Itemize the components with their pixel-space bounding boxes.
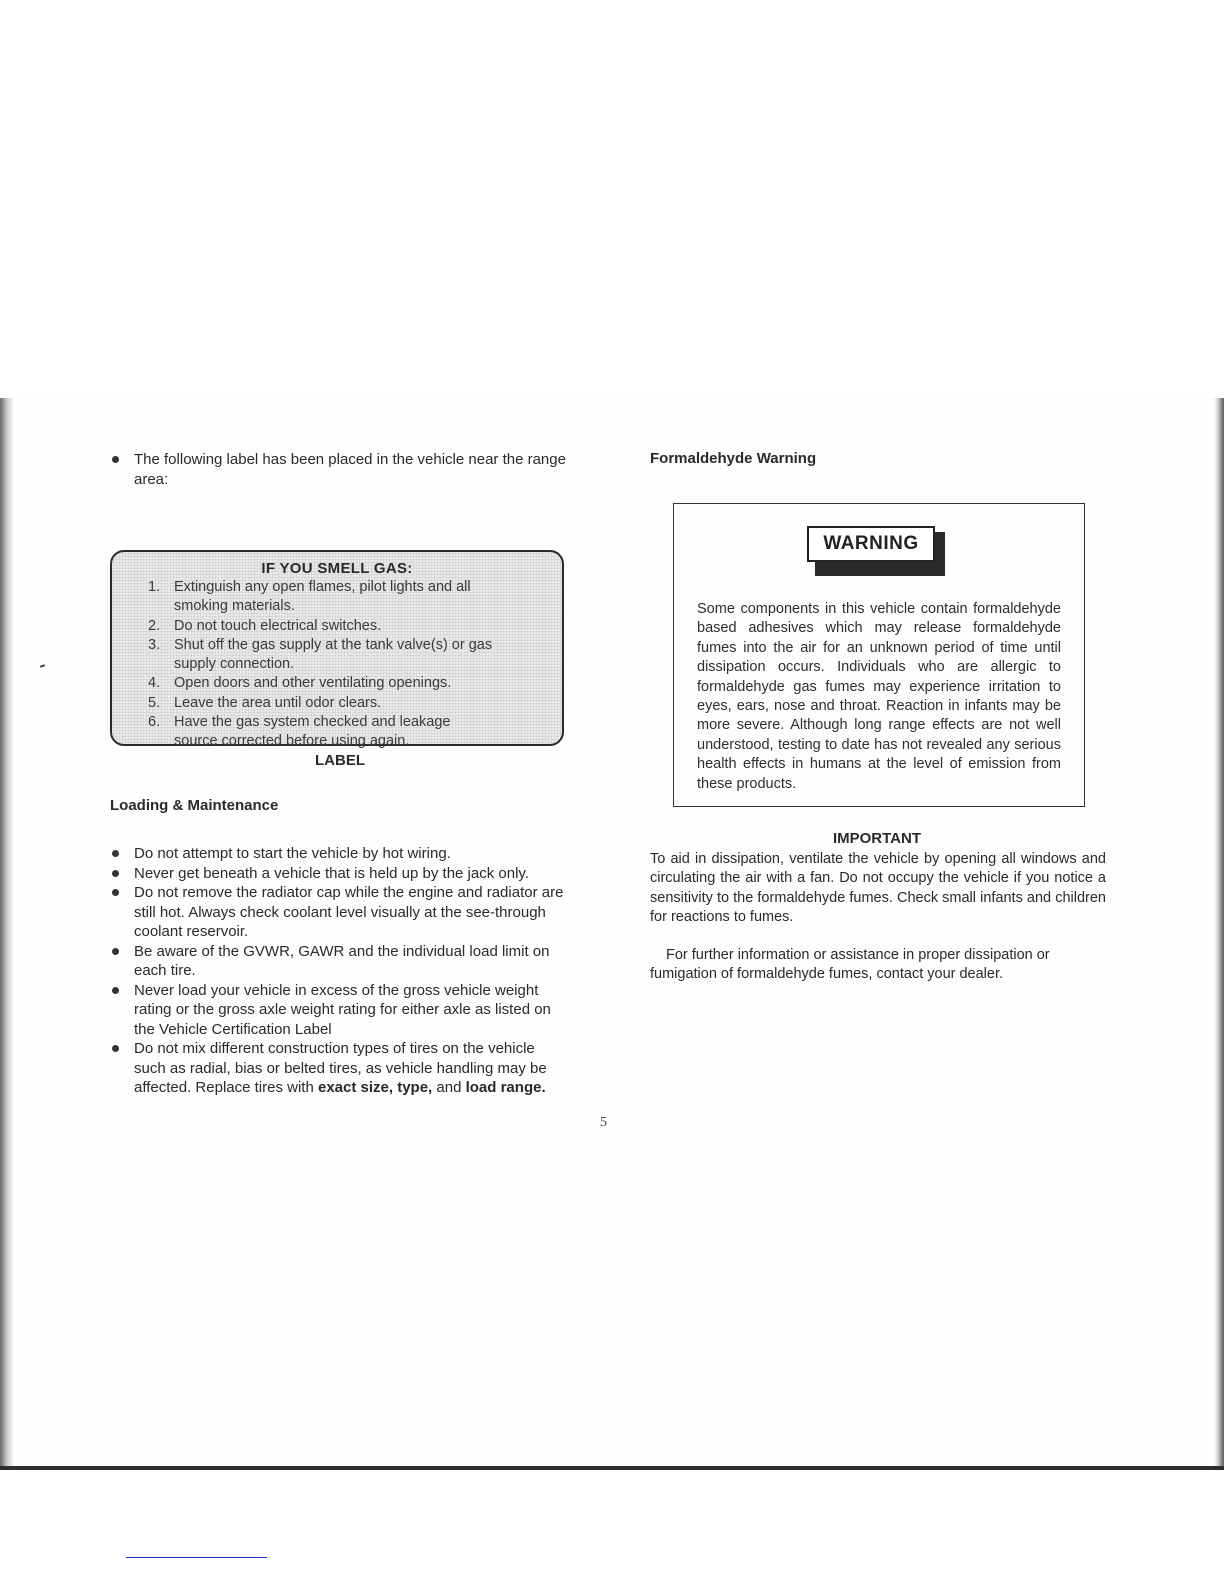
gas-instruction-item: [132, 674, 542, 693]
gas-instruction-text: Shut off the gas supply at the tank valve(s) or gas: [174, 636, 493, 653]
gas-instruction-item: [132, 713, 542, 752]
warning-text: Some components in this vehicle contain formaldehyde based adhesives which may release formaldehyde fumes into the air for an unknown period of time until dissipation occurs. Individuals who are allergic to formaldehyde gas fumes may experience irritation to eyes, ears, nose and throat. Reaction in infants may be more severe. Although long range effects are not well understood, testing to date has not revealed any serious health effects in humans at the level of emission from these products.: [697, 601, 1061, 792]
warning-badge: WARNING: [807, 526, 935, 562]
gas-label-title: IF YOU SMELL GAS:: [261, 560, 413, 577]
further-info-text: For further information or assistance in proper dissipation or fumigation of formaldehyde fumes, contact your dealer.: [650, 947, 1050, 983]
important-title: IMPORTANT: [832, 830, 922, 847]
gas-instruction-item: [132, 636, 542, 675]
important-text: To aid in dissipation, ventilate the vehicle by opening all windows and circulating the air with a fan. Do not occupy the vehicle if you notice a sensitivity to the formaldehyde fumes. Check small infants and children for reactions to fumes.: [650, 851, 1106, 926]
warning-badge-shadow: [815, 562, 945, 576]
gas-instruction-text: Extinguish any open flames, pilot lights and all: [174, 579, 471, 595]
tire-bold-1: exact size, type,: [317, 1079, 433, 1096]
right-column: [650, 450, 1110, 983]
list-item: Do not attempt to start the vehicle by hot wiring.: [110, 844, 570, 864]
left-column: [110, 448, 570, 1098]
page-bottom-edge: [0, 1466, 1224, 1470]
tire-mid: and: [432, 1079, 466, 1096]
gas-instruction-number: 5.: [148, 694, 161, 711]
list-item: [110, 1039, 570, 1098]
binding-shadow-left: [0, 398, 14, 1470]
loading-maintenance-heading: Loading & Maintenance: [110, 797, 279, 814]
gas-instructions-list: [132, 578, 542, 752]
gas-instruction-number: 6.: [148, 714, 161, 731]
gas-instruction-text: smoking materials.: [174, 598, 295, 615]
gas-instruction-number: 3.: [148, 636, 161, 653]
label-caption: LABEL: [315, 752, 365, 769]
gas-instruction-text: supply connection.: [174, 656, 295, 673]
gas-instruction-text: source corrected before using again.: [174, 733, 410, 750]
formaldehyde-heading: Formaldehyde Warning: [650, 450, 817, 467]
gas-instruction-item: [132, 578, 542, 617]
loading-maintenance-list: [110, 844, 570, 1039]
gas-instruction-number: 4.: [148, 675, 161, 692]
gas-smell-label: [110, 550, 564, 750]
gas-instruction-text: Have the gas system checked and leakage: [174, 714, 451, 731]
list-item: Do not remove the radiator cap while the engine and radiator are still hot. Always check coolant level visually at the see-through coolant reservoir.: [110, 883, 570, 942]
list-item: Be aware of the GVWR, GAWR and the individual load limit on each tire.: [110, 942, 570, 981]
footer-rule: [126, 1557, 267, 1558]
tire-bold-2: load range.: [465, 1079, 546, 1096]
gas-instruction-text: Do not touch electrical switches.: [174, 617, 382, 634]
page-number: 5: [600, 1115, 607, 1130]
list-item: Never load your vehicle in excess of the gross vehicle weight rating or the gross axle weight rating for either axle as listed on the Vehicle Certification Label: [110, 981, 570, 1040]
intro-bullet: The following label has been placed in the vehicle near the range area:: [110, 450, 570, 489]
gas-instruction-number: 2.: [148, 617, 161, 634]
formaldehyde-warning-box: [673, 503, 1085, 807]
gas-instruction-number: 1.: [148, 579, 161, 595]
gas-instruction-item: [132, 617, 542, 636]
tire-text: Do not mix different construction types of tires on the vehicle such as radial, bias or belted tires, as vehicle handling may be affected. Replace tires with: [134, 1040, 547, 1096]
gas-instruction-text: Open doors and other ventilating openings.: [174, 675, 452, 692]
binding-shadow-right: [1214, 398, 1224, 1470]
list-item: Never get beneath a vehicle that is held up by the jack only.: [110, 864, 570, 884]
gas-instruction-item: [132, 694, 542, 713]
gas-instruction-text: Leave the area until odor clears.: [174, 694, 382, 711]
